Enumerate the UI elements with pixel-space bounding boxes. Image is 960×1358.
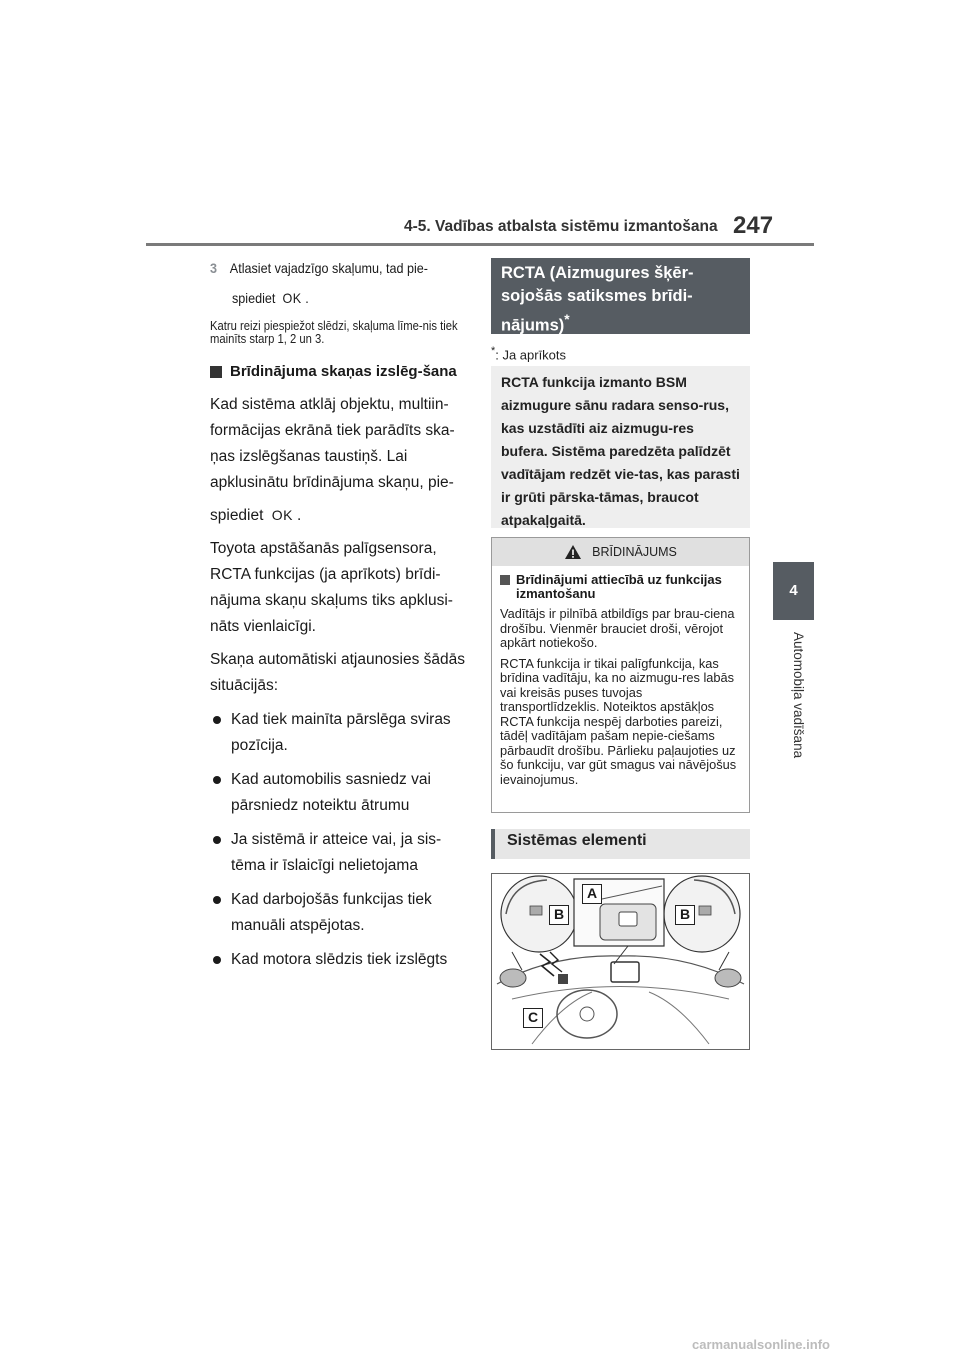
bullet-dot-icon (213, 896, 221, 904)
paragraph-1-text: Kad sistēma atklāj objektu, multiin-formācijas ekrānā tiek parādīts ska-ņas izslēgšanas taustiņš. Lai apklusinātu brīdinājuma skaņu, pie- (210, 396, 455, 491)
footnote (491, 345, 566, 362)
section-title: 4-5. Vadības atbalsta sistēmu izmantošana (404, 218, 718, 235)
list-item (210, 887, 470, 939)
system-elements-diagram (491, 873, 750, 1050)
subheading-text: Brīdinājuma skaņas izslēg-šana (230, 363, 457, 380)
elements-heading: Sistēmas elementi (491, 829, 750, 859)
list-item (210, 827, 470, 879)
footnote-text: : Ja aprīkots (495, 347, 567, 363)
header-rule (146, 243, 814, 246)
warning-box (491, 537, 750, 813)
diagram-label-c: C (523, 1008, 543, 1028)
step-number: 3 (210, 260, 218, 276)
step-3 (210, 258, 471, 278)
step-note: Katru reizi piespiežot slēdzi, skaļuma līme-nis tiek mainīts starp 1, 2 un 3. (210, 319, 458, 346)
warning-subheading-text: Brīdinājumi attiecībā uz funkcijas izmantošanu (516, 572, 722, 601)
step-3-line2 (232, 290, 446, 306)
list-item-text: Kad darbojošās funkcijas tiek manuāli atspējotas. (231, 891, 432, 934)
watermark: carmanualsonline.info (692, 1337, 830, 1352)
warning-body (492, 566, 749, 791)
list-item-text: Ja sistēmā ir atteice vai, ja sis-tēma ir īslaicīgi nelietojama (231, 831, 442, 874)
list-item (210, 707, 470, 759)
warning-text-1: Vadītājs ir pilnībā atbildīgs par brau-ciena drošību. Vienmēr brauciet droši, vērojot apkārt notiekošo. (500, 606, 735, 650)
paragraph-1-suffix: . (296, 507, 302, 524)
list-item-text: Kad tiek mainīta pārslēga sviras pozīcija. (231, 711, 451, 754)
warning-triangle-icon (564, 544, 582, 560)
diagram-label-b-right: B (675, 905, 695, 925)
bullet-dot-icon (213, 836, 221, 844)
warning-text-2: RCTA funkcija ir tikai palīgfunkcija, kas brīdina vadītāju, ka no aizmugu-res labās vai kreisās puses tuvojas transportlīdzeklis. Noteiktos apstākļos RCTA funkcija nespēj darboties pareizi, tādēļ vadītājam pašam nepie-ciešams pārbaudīt drošību. Pārlieku paļaujoties uz šo funkciju, var gūt smagus vai nāvējošus ievainojumus. (500, 655, 737, 787)
square-bullet-icon (500, 575, 510, 585)
paragraph-1 (210, 392, 470, 529)
ok-button-icon: OK (271, 507, 293, 523)
rcta-heading-text: RCTA (Aizmugures šķēr-sojošās satiksmes brīdi-nājums) (501, 264, 694, 335)
rcta-heading (491, 258, 750, 334)
paragraph-2: Toyota apstāšanās palīgsensora, RCTA funkcijas (ja aprīkots) brīdi-nājuma skaņu skaļums tiks apklusi-nāts vienlaicīgi. (210, 540, 453, 635)
footnote-star: * (491, 345, 496, 357)
bullet-dot-icon (213, 776, 221, 784)
square-bullet-icon (210, 366, 222, 378)
subheading (210, 360, 470, 384)
bullet-dot-icon (213, 716, 221, 724)
diagram-label-a: A (582, 884, 602, 904)
left-column (210, 258, 470, 973)
warning-subheading (500, 573, 741, 601)
step-suffix: . (305, 290, 309, 306)
chapter-label: Automobiļa vadīšana (791, 632, 806, 759)
paragraph-1-press-label: spiediet (210, 507, 264, 524)
list-item-text: Kad motora slēdzis tiek izslēgts (231, 951, 448, 968)
list-item (210, 767, 470, 819)
warning-title: BRĪDINĀJUMS (592, 545, 677, 559)
rcta-description: RCTA funkcija izmanto BSM aizmugure sānu radara senso-rus, kas uzstādīti aiz aizmugu-res bufera. Sistēma paredzēta palīdzēt vadītājam redzēt vie-tas, kas parasti ir grūti pārska-tāmas, braucot atpakaļgaitā. (491, 366, 750, 528)
list-item (210, 947, 470, 973)
diagram-label-b-left: B (549, 905, 569, 925)
rcta-heading-star: * (564, 312, 570, 327)
step-press-label: spiediet (232, 290, 276, 306)
list-item-text: Kad automobilis sasniedz vai pārsniedz noteiktu ātrumu (231, 771, 431, 814)
bullet-dot-icon (213, 956, 221, 964)
ok-button-icon: OK (282, 290, 302, 306)
paragraph-3: Skaņa automātiski atjaunosies šādās situācijās: (210, 651, 466, 694)
chapter-tab: 4 (773, 562, 814, 620)
warning-header (492, 538, 749, 566)
page-number: 247 (733, 212, 774, 239)
step-text: Atlasiet vajadzīgo skaļumu, tad pie- (229, 260, 429, 276)
